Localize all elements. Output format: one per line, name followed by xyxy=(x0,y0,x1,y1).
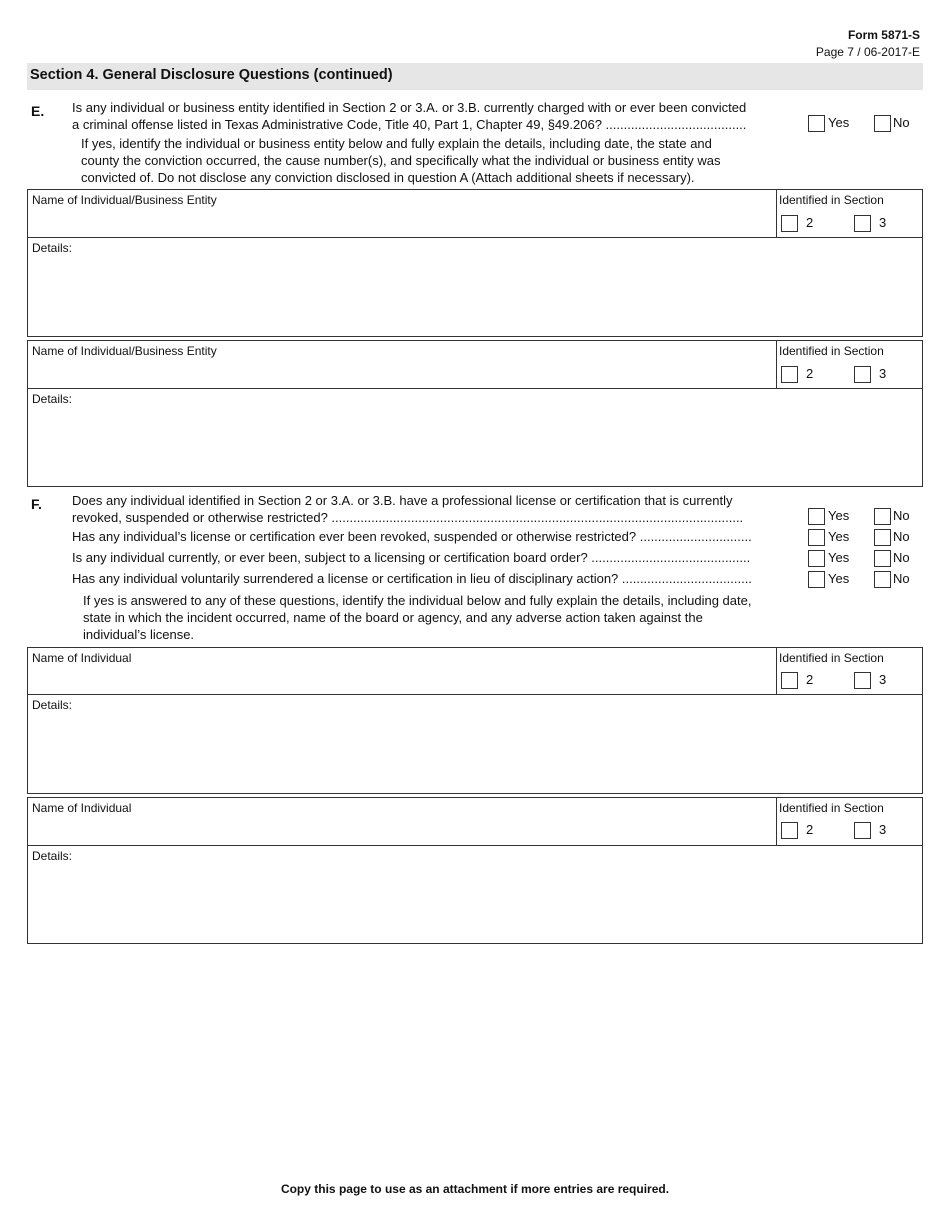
question-f-instruction-2: state in which the incident occurred, name of the board or agency, and any adverse action taken against the xyxy=(83,610,703,625)
identified-in-section-label: Identified in Section xyxy=(779,344,884,358)
question-f1-yes-label: Yes xyxy=(828,508,850,523)
question-e-no-label: No xyxy=(893,115,910,130)
entity-name-field-1[interactable] xyxy=(27,189,777,238)
identified-in-section-label: Identified in Section xyxy=(779,651,884,665)
section-3-checkbox[interactable] xyxy=(854,672,871,689)
section-2-label: 2 xyxy=(806,215,814,230)
identified-in-section-label: Identified in Section xyxy=(779,801,884,815)
section-2-label: 2 xyxy=(806,672,814,687)
details-field-4[interactable] xyxy=(27,845,923,944)
section-2-checkbox[interactable] xyxy=(781,822,798,839)
details-field-3[interactable] xyxy=(27,694,923,794)
question-f2: Has any individual’s license or certification ever been revoked, suspended or otherwise restricted? ............................... xyxy=(72,529,752,544)
details-field-1[interactable] xyxy=(27,237,923,337)
details-label: Details: xyxy=(32,698,73,712)
question-f1-line1: Does any individual identified in Section 2 or 3.A. or 3.B. have a professional license or certification that is currently xyxy=(72,493,733,508)
individual-name-label: Name of Individual xyxy=(32,651,132,665)
question-f3-yes-checkbox[interactable] xyxy=(808,550,825,567)
question-e-letter: E. xyxy=(31,103,45,119)
section-title: Section 4. General Disclosure Questions (continued) xyxy=(27,63,923,90)
details-label: Details: xyxy=(32,392,73,406)
question-f4-no-checkbox[interactable] xyxy=(874,571,891,588)
question-e-instruction-2: county the conviction occurred, the cause number(s), and specifically what the individual or business entity was xyxy=(81,153,721,168)
question-f4-yes-checkbox[interactable] xyxy=(808,571,825,588)
question-f4: Has any individual voluntarily surrendered a license or certification in lieu of disciplinary action? .................................... xyxy=(72,571,752,586)
entity-name-label: Name of Individual/Business Entity xyxy=(32,344,217,358)
question-f3-no-label: No xyxy=(893,550,910,565)
entity-name-label: Name of Individual/Business Entity xyxy=(32,193,217,207)
question-e-line2: a criminal offense listed in Texas Administrative Code, Title 40, Part 1, Chapter 49, §49.206? ....................................... xyxy=(72,117,747,132)
question-e-yes-checkbox[interactable] xyxy=(808,115,825,132)
section-3-label: 3 xyxy=(879,822,887,837)
section-3-label: 3 xyxy=(879,215,887,230)
section-2-checkbox[interactable] xyxy=(781,366,798,383)
question-f1-yes-checkbox[interactable] xyxy=(808,508,825,525)
footer-note: Copy this page to use as an attachment if more entries are required. xyxy=(280,1182,670,1196)
question-f4-yes-label: Yes xyxy=(828,571,850,586)
question-e-instruction-1: If yes, identify the individual or business entity below and fully explain the details, including date, the state and xyxy=(81,136,712,151)
question-f-instruction-1: If yes is answered to any of these questions, identify the individual below and fully explain the details, including date, xyxy=(83,593,752,608)
section-3-checkbox[interactable] xyxy=(854,366,871,383)
details-label: Details: xyxy=(32,241,73,255)
question-e-no-checkbox[interactable] xyxy=(874,115,891,132)
section-2-checkbox[interactable] xyxy=(781,672,798,689)
individual-name-field-1[interactable] xyxy=(27,647,777,695)
entity-name-field-2[interactable] xyxy=(27,340,777,389)
section-2-checkbox[interactable] xyxy=(781,215,798,232)
form-id: Form 5871-S xyxy=(847,28,920,42)
question-f-letter: F. xyxy=(31,496,42,512)
individual-name-field-2[interactable] xyxy=(27,797,777,846)
identified-in-section-4 xyxy=(776,797,923,846)
question-f2-yes-label: Yes xyxy=(828,529,850,544)
details-field-2[interactable] xyxy=(27,388,923,487)
section-2-label: 2 xyxy=(806,822,814,837)
question-f2-no-checkbox[interactable] xyxy=(874,529,891,546)
question-f3-no-checkbox[interactable] xyxy=(874,550,891,567)
identified-in-section-3 xyxy=(776,647,923,695)
section-3-checkbox[interactable] xyxy=(854,822,871,839)
identified-in-section-label: Identified in Section xyxy=(779,193,884,207)
question-e-instruction-3: convicted of. Do not disclose any conviction disclosed in question A (Attach additional sheets if necessary). xyxy=(81,170,695,185)
details-label: Details: xyxy=(32,849,73,863)
question-f1-no-checkbox[interactable] xyxy=(874,508,891,525)
individual-name-label: Name of Individual xyxy=(32,801,132,815)
question-f3-yes-label: Yes xyxy=(828,550,850,565)
question-f3: Is any individual currently, or ever been, subject to a licensing or certification board order? ............................................ xyxy=(72,550,751,565)
question-e-yes-label: Yes xyxy=(828,115,850,130)
question-f4-no-label: No xyxy=(893,571,910,586)
section-3-checkbox[interactable] xyxy=(854,215,871,232)
question-f1-line2: revoked, suspended or otherwise restricted? .................................................................................................................. xyxy=(72,510,744,525)
identified-in-section-2 xyxy=(776,340,923,389)
identified-in-section-1 xyxy=(776,189,923,238)
section-2-label: 2 xyxy=(806,366,814,381)
question-f1-no-label: No xyxy=(893,508,910,523)
section-3-label: 3 xyxy=(879,672,887,687)
page-number: Page 7 / 06-2017-E xyxy=(815,45,920,59)
section-3-label: 3 xyxy=(879,366,887,381)
question-f2-yes-checkbox[interactable] xyxy=(808,529,825,546)
question-e-line1: Is any individual or business entity identified in Section 2 or 3.A. or 3.B. currently charged with or ever been convicted xyxy=(72,100,747,115)
question-f-instruction-3: individual’s license. xyxy=(83,627,195,642)
question-f2-no-label: No xyxy=(893,529,910,544)
